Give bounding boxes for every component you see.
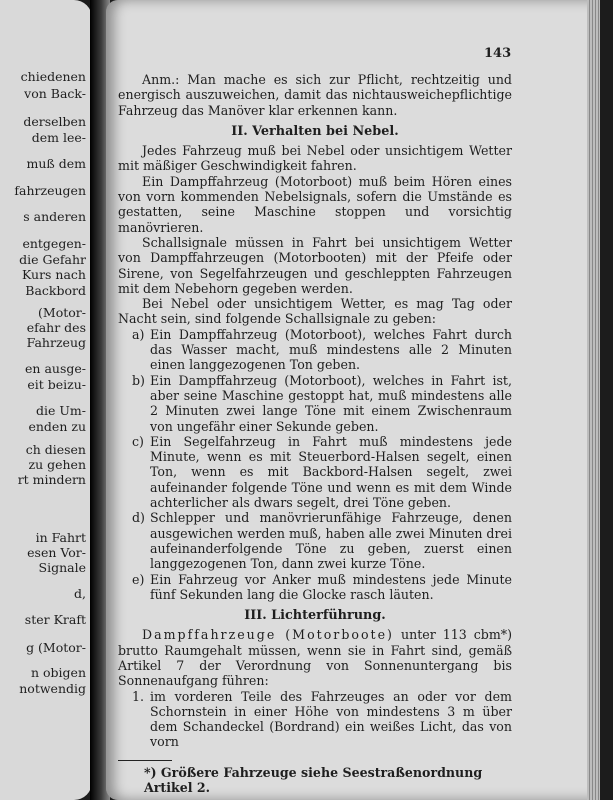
paragraph-rest: unter 113 cbm*) brutto Raumgehalt müssen, wenn sie in Fahrt sind, gemäß Artikel 7 der Verordnung von Sonnenuntergang bis Sonnenaufgang führen: — [118, 627, 512, 689]
left-line: Fahrzeug — [26, 335, 86, 350]
left-line: esen Vor- — [27, 545, 86, 560]
left-line: (Motor- — [38, 305, 86, 320]
list-item — [118, 434, 512, 510]
list-item-label: d) — [132, 510, 145, 526]
left-page — [0, 0, 92, 800]
list-item — [118, 373, 512, 434]
left-line: s anderen — [23, 209, 86, 224]
left-line: en ausge- — [25, 361, 86, 376]
left-line: ster Kraft — [24, 612, 86, 627]
list-item-text: Ein Dampffahrzeug (Motorboot), welches Fahrt durch das Wasser macht, muß mindestens alle 2 Minuten einen langgezogenen Ton geben. — [150, 326, 512, 373]
note-paragraph: Anm.: Man mache es sich zur Pflicht, rechtzeitig und energisch auszuweichen, damit das nichtausweichepflichtige Fahrzeug das Manöver klar erkennen kann. — [118, 72, 512, 118]
footnote-rule — [118, 760, 172, 761]
page-edges — [587, 0, 600, 800]
list-item-label: b) — [132, 372, 145, 388]
list-item-label: a) — [132, 326, 145, 342]
left-line: notwendig — [19, 681, 86, 696]
list-item — [118, 510, 512, 571]
list-item — [118, 572, 512, 603]
left-line: Kurs nach — [21, 267, 86, 282]
left-line: efahr des — [26, 320, 86, 335]
paragraph — [118, 627, 512, 688]
left-line: zu gehen — [28, 457, 86, 472]
left-line: eit beizu- — [27, 377, 86, 392]
left-line: die Um- — [36, 403, 86, 418]
list-item-label: 1. — [132, 688, 145, 704]
left-line: in Fahrt — [35, 530, 86, 545]
left-line: dem lee- — [31, 130, 86, 145]
page-number: 143 — [484, 46, 512, 61]
paragraph: Bei Nebel oder unsichtigem Wetter, es mag Tag oder Nacht sein, sind folgende Schallsignale zu geben: — [118, 296, 512, 327]
paragraph: Schallsignale müssen in Fahrt bei unsichtigem Wetter von Dampffahrzeugen (Motorbooten) mit der Pfeife oder Sirene, von Segelfahrzeugen und geschleppten Fahrzeugen mit dem Nebehorn gegeben werden. — [118, 234, 512, 296]
left-line: enden zu — [28, 419, 86, 434]
footnote: *) Größere Fahrzeuge siehe Seestraßenordnung Artikel 2. — [144, 764, 483, 796]
left-line: die Gefahr — [19, 252, 86, 267]
paragraph: Ein Dampffahrzeug (Motorboot) muß beim Hören eines von vorn kommenden Nebelsignals, sofern die Umstände es gestatten, seine Maschine stoppen und vorsichtig manövrieren. — [118, 173, 512, 235]
paragraph: Jedes Fahrzeug muß bei Nebel oder unsichtigem Wetter mit mäßiger Geschwindigkeit fahren. — [118, 143, 512, 174]
left-line: fahrzeugen — [14, 183, 86, 198]
list-item-text: Schlepper und manövrierunfähige Fahrzeuge, denen ausgewichen werden muß, haben alle zwei Minuten drei aufeinanderfolgende Töne zu geben, zuerst einen langgezogenen Ton, dann zwei kurze Töne. — [150, 510, 512, 572]
left-line: Backbord — [25, 283, 86, 298]
list-item-label: c) — [132, 433, 144, 449]
left-line: Signale — [38, 560, 86, 575]
list-item — [118, 689, 512, 750]
list-item-text: Ein Segelfahrzeug in Fahrt muß mindestens jede Minute, wenn es mit Steuerbord-Halsen segelt, einen Ton, wenn es mit Backbord-Halsen segelt, zwei aufeinander folgende Töne und wenn es mit dem Winde achterlicher als dwars segelt, drei Töne geben. — [150, 433, 512, 511]
spaced-term: Dampffahrzeuge (Motorboote) — [142, 627, 394, 643]
left-line: n obigen — [31, 665, 86, 680]
left-line: von Back- — [24, 86, 86, 101]
left-line: chiedenen — [20, 69, 86, 84]
list-item-text: im vorderen Teile des Fahrzeuges an oder vor dem Schornstein in einer Höhe von mindestens 3 m über dem Schandeckel (Bordrand) ein weißes Licht, das von vorn — [150, 688, 512, 750]
section-heading-lights: III. Lichterführung. — [244, 608, 386, 624]
left-line: derselben — [23, 114, 86, 129]
left-line: muß dem — [26, 156, 86, 171]
left-line: rt mindern — [17, 472, 86, 487]
left-line: entgegen- — [22, 236, 86, 251]
left-line: d, — [74, 586, 86, 601]
left-line: ch diesen — [25, 442, 86, 457]
list-item-text: Ein Fahrzeug vor Anker muß mindestens jede Minute fünf Sekunden lang die Glocke rasch läuten. — [150, 571, 512, 602]
left-line: g (Motor- — [26, 640, 86, 655]
page-body — [118, 72, 512, 795]
section-heading-fog: II. Verhalten bei Nebel. — [231, 123, 399, 139]
list-item-text: Ein Dampffahrzeug (Motorboot), welches in Fahrt ist, aber seine Maschine gestoppt hat, muß mindestens alle 2 Minuten zwei lange Töne mit einem Zwischenraum von ungefähr einer Sekunde geben. — [150, 372, 512, 434]
list-item — [118, 327, 512, 373]
list-item-label: e) — [132, 571, 145, 587]
